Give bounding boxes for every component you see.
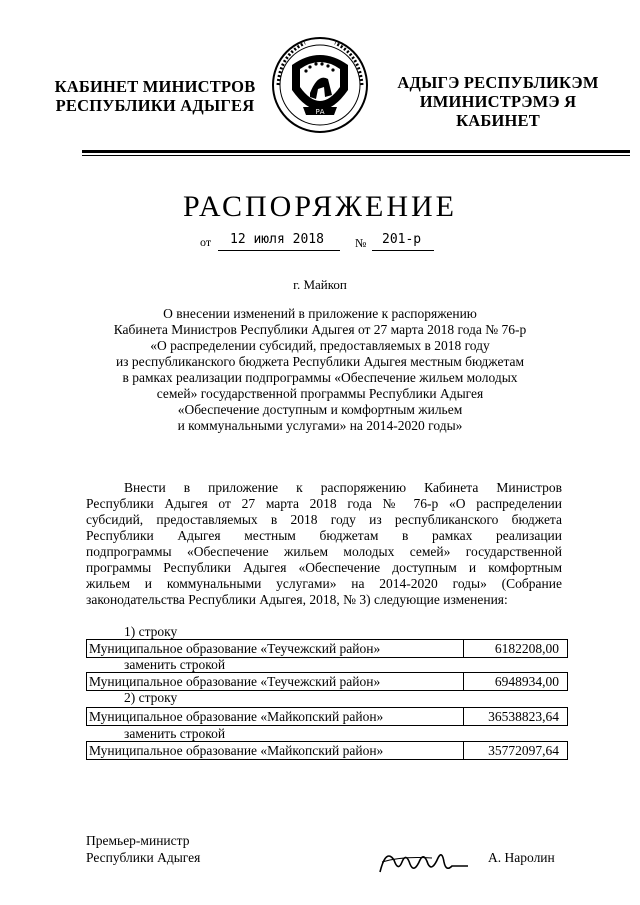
number-value: 201-р [382, 232, 422, 247]
change-2-label: 2) строку [124, 690, 178, 705]
row-name: Муниципальное образование «Теучежский район» [89, 641, 381, 656]
row-amount: 36538823,64 [488, 709, 559, 724]
table-row-new-2 [86, 741, 568, 760]
city: г. Майкоп [293, 277, 347, 292]
number-label: № [355, 236, 367, 250]
change-1-replace-label: заменить строкой [124, 657, 226, 672]
body-line: субсидий, предоставляемых в 2018 году из республиканского бюджета [86, 512, 562, 527]
change-1-label: 1) строку [124, 624, 178, 639]
document-title: РАСПОРЯЖЕНИЕ [182, 190, 458, 223]
change-2-replace-label: заменить строкой [124, 726, 226, 741]
header-right [378, 73, 618, 130]
body-line: Внести в приложение к распоряжению Кабинета Министров [124, 480, 562, 495]
body-line: программы Республики Адыгея «Обеспечение доступным и комфортным [86, 560, 562, 575]
header-right-line1: АДЫГЭ РЕСПУБЛИКЭМ [397, 73, 599, 92]
document-body [86, 480, 562, 608]
body-line: подпрограммы «Обеспечение жильем молодых семей» государственной [86, 544, 562, 559]
row-name: Муниципальное образование «Теучежский район» [89, 674, 381, 689]
signatory-title-line2: Республики Адыгея [86, 850, 201, 865]
table-row-new-1 [86, 672, 568, 691]
body-line: жильем и коммунальными услугами» на 2014-2020 годы» (Собрание [86, 576, 562, 591]
date-value: 12 июля 2018 [230, 232, 324, 247]
coat-of-arms-emblem [270, 35, 370, 135]
row-divider [463, 640, 464, 657]
subject-line: Кабинета Министров Республики Адыгея от 27 марта 2018 года № 76-р [113, 322, 527, 337]
row-amount: 35772097,64 [488, 743, 559, 758]
signatory-name: А. Наролин [488, 850, 555, 865]
row-divider [463, 673, 464, 690]
handwritten-signature [372, 842, 472, 882]
header-rule-thick [82, 150, 630, 153]
subject-line: семей» государственной программы Республики Адыгея [156, 386, 484, 401]
date-label: от [200, 235, 212, 249]
number-underline [372, 250, 434, 251]
table-row-old-2 [86, 707, 568, 726]
subject-line: О внесении изменений в приложение к распоряжению [163, 306, 477, 321]
header-left-line2: РЕСПУБЛИКИ АДЫГЕЯ [55, 96, 255, 115]
subject-line: из республиканского бюджета Республики Адыгея местным бюджетам [115, 354, 525, 369]
subject-line: в рамках реализации подпрограммы «Обеспечение жильем молодых [122, 370, 518, 385]
signatory-title-line1: Премьер-министр [86, 833, 190, 848]
row-divider [463, 708, 464, 725]
row-divider [463, 742, 464, 759]
date-underline [218, 250, 340, 251]
subject-line: и коммунальными услугами» на 2014-2020 годы» [177, 418, 463, 433]
header-left [50, 77, 260, 115]
body-line: законодательства Республики Адыгея, 2018, № 3) следующие изменения: [86, 592, 508, 607]
row-amount: 6948934,00 [494, 674, 559, 689]
header-left-line1: КАБИНЕТ МИНИСТРОВ [54, 77, 256, 96]
row-amount: 6182208,00 [494, 641, 559, 656]
document-subject [70, 306, 570, 434]
row-name: Муниципальное образование «Майкопский район» [89, 709, 384, 724]
body-line: Республики Адыгея от 27 марта 2018 года № 76-р «О распределении [86, 496, 562, 511]
subject-line: «Обеспечение доступным и комфортным жильем [177, 402, 463, 417]
svg-text:РА: РА [315, 108, 325, 116]
table-row-old-1 [86, 639, 568, 658]
header-right-line2: ИМИНИСТРЭМЭ Я КАБИНЕТ [419, 92, 577, 130]
row-name: Муниципальное образование «Майкопский район» [89, 743, 384, 758]
header-rule-thin [82, 155, 630, 156]
signatory-title [86, 832, 200, 866]
body-line: Республики Адыгея местным бюджетам в рамках реализации [86, 528, 562, 543]
subject-line: «О распределении субсидий, предоставляемых в 2018 году [150, 338, 490, 353]
